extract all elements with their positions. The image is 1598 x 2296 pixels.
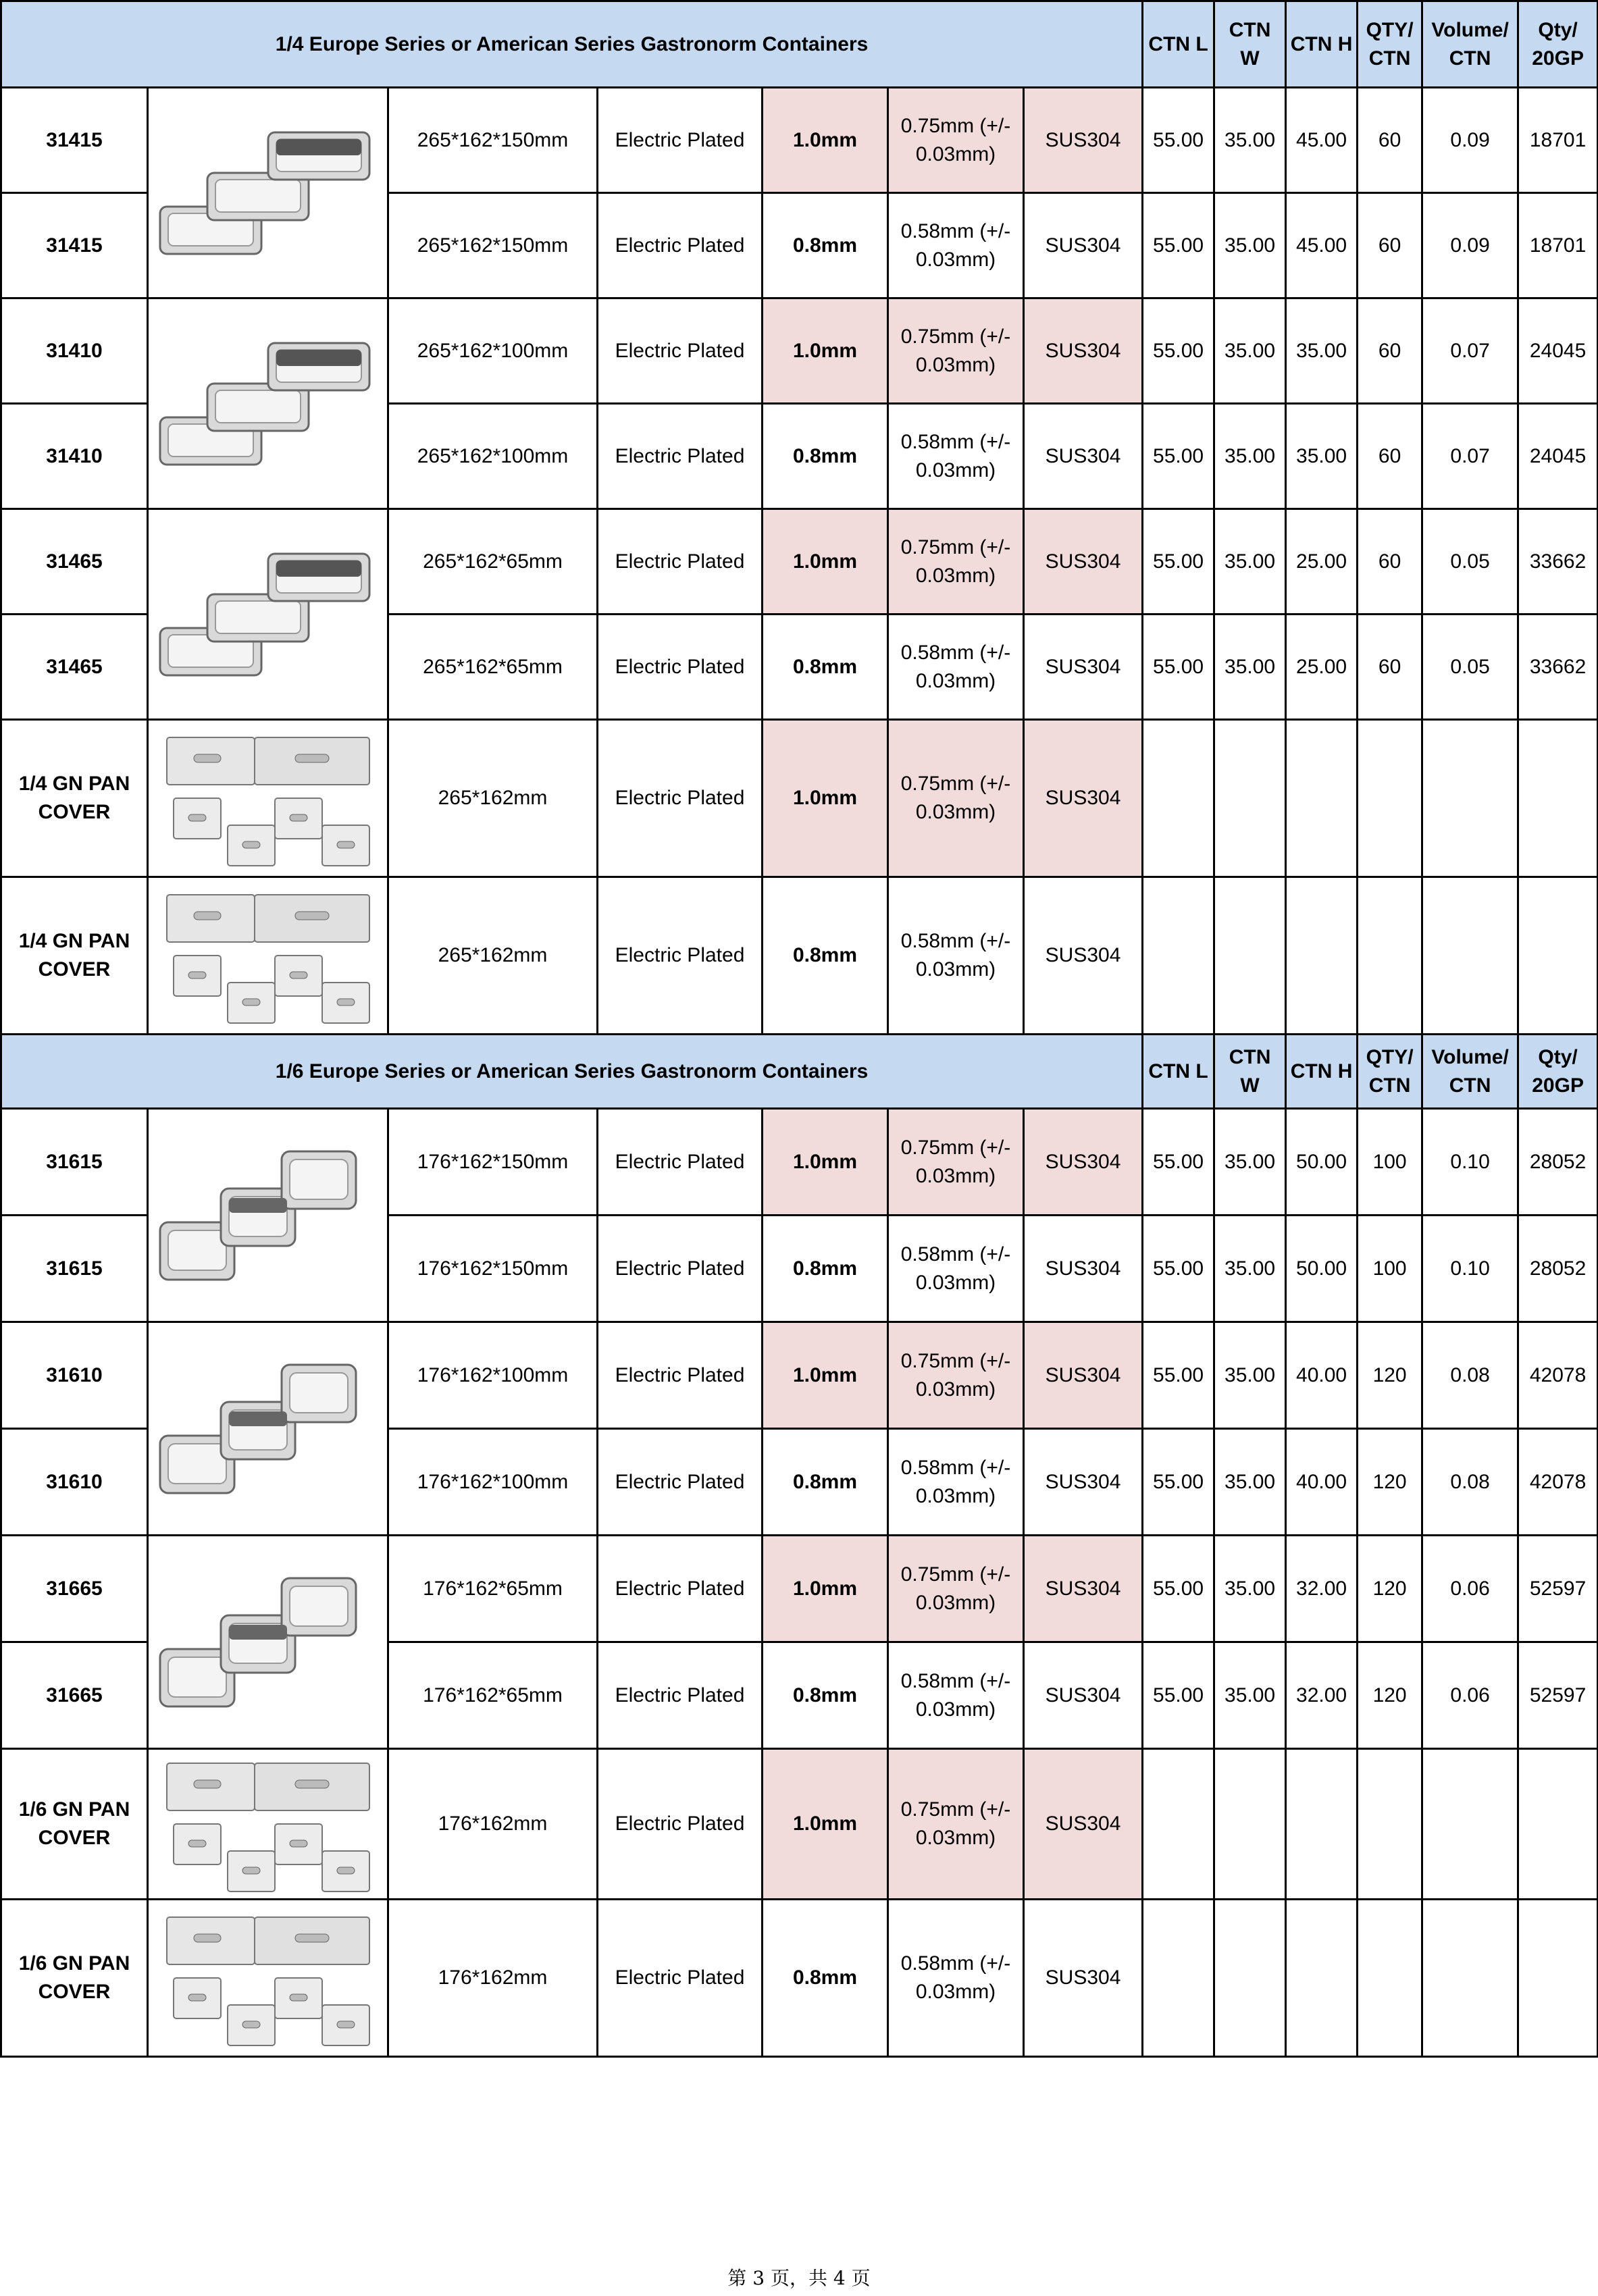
material-cell: SUS304 — [1024, 877, 1143, 1035]
carton-qty-cell: 100 — [1358, 1109, 1422, 1216]
material-cell: SUS304 — [1024, 1216, 1143, 1322]
carton-w-cell — [1214, 877, 1286, 1035]
carton-h-cell — [1286, 877, 1358, 1035]
section-header-row — [1, 1, 1598, 88]
carton-vol-cell: 0.05 — [1422, 509, 1518, 615]
carton-qty-cell: 120 — [1358, 1322, 1422, 1429]
carton-h-cell: 25.00 — [1286, 615, 1358, 720]
carton-w-cell: 35.00 — [1214, 1322, 1286, 1429]
item-code: 1/6 GN PAN COVER — [1, 1749, 148, 1900]
item-code: 31615 — [1, 1216, 148, 1322]
material-cell: SUS304 — [1024, 1322, 1143, 1429]
carton-qty-cell: 60 — [1358, 193, 1422, 298]
gauge-cell: 1.0mm — [763, 1536, 888, 1642]
carton-l-cell: 55.00 — [1143, 404, 1214, 509]
actual-thickness-cell: 0.75mm (+/- 0.03mm) — [888, 509, 1024, 615]
carton-h-cell: 40.00 — [1286, 1322, 1358, 1429]
material-cell: SUS304 — [1024, 720, 1143, 877]
carton-gp-cell — [1518, 877, 1598, 1035]
carton-vol-cell: 0.10 — [1422, 1109, 1518, 1216]
gauge-cell: 1.0mm — [763, 298, 888, 404]
item-code: 31410 — [1, 404, 148, 509]
carton-l-cell: 55.00 — [1143, 1429, 1214, 1536]
material-cell: SUS304 — [1024, 404, 1143, 509]
gauge-cell: 1.0mm — [763, 509, 888, 615]
carton-w-cell: 35.00 — [1214, 1429, 1286, 1536]
carton-vol-cell — [1422, 720, 1518, 877]
carton-l-cell: 55.00 — [1143, 1322, 1214, 1429]
carton-l-cell: 55.00 — [1143, 1109, 1214, 1216]
carton-vol-cell: 0.08 — [1422, 1322, 1518, 1429]
carton-l-cell: 55.00 — [1143, 298, 1214, 404]
size-cell: 265*162*150mm — [388, 88, 598, 193]
carton-vol-cell: 0.05 — [1422, 615, 1518, 720]
carton-vol-cell — [1422, 1900, 1518, 2057]
carton-vol-cell: 0.08 — [1422, 1429, 1518, 1536]
column-header: Volume/ CTN — [1422, 1035, 1518, 1109]
column-header: QTY/ CTN — [1358, 1035, 1422, 1109]
carton-w-cell: 35.00 — [1214, 298, 1286, 404]
gauge-cell: 1.0mm — [763, 1749, 888, 1900]
carton-l-cell: 55.00 — [1143, 88, 1214, 193]
table-row — [1, 877, 1598, 1035]
actual-thickness-cell: 0.75mm (+/- 0.03mm) — [888, 1322, 1024, 1429]
carton-h-cell: 25.00 — [1286, 509, 1358, 615]
finish-cell: Electric Plated — [598, 1536, 763, 1642]
carton-h-cell: 32.00 — [1286, 1536, 1358, 1642]
carton-l-cell — [1143, 877, 1214, 1035]
carton-vol-cell — [1422, 877, 1518, 1035]
product-image — [148, 1536, 388, 1749]
section-title: 1/4 Europe Series or American Series Gastronorm Containers — [1, 1, 1143, 88]
size-cell: 265*162*100mm — [388, 404, 598, 509]
carton-l-cell: 55.00 — [1143, 1642, 1214, 1749]
size-cell: 176*162*100mm — [388, 1322, 598, 1429]
gauge-cell: 0.8mm — [763, 615, 888, 720]
carton-qty-cell: 60 — [1358, 298, 1422, 404]
carton-w-cell: 35.00 — [1214, 1216, 1286, 1322]
product-image — [148, 877, 388, 1035]
finish-cell: Electric Plated — [598, 88, 763, 193]
size-cell: 176*162*150mm — [388, 1216, 598, 1322]
item-code: 31665 — [1, 1642, 148, 1749]
actual-thickness-cell: 0.75mm (+/- 0.03mm) — [888, 88, 1024, 193]
size-cell: 176*162*65mm — [388, 1642, 598, 1749]
gauge-cell: 0.8mm — [763, 1642, 888, 1749]
finish-cell: Electric Plated — [598, 1900, 763, 2057]
material-cell: SUS304 — [1024, 1749, 1143, 1900]
carton-qty-cell — [1358, 877, 1422, 1035]
carton-vol-cell: 0.10 — [1422, 1216, 1518, 1322]
page-footer: 第 3 页，共 4 页 — [727, 2267, 871, 2289]
column-header: CTN W — [1214, 1035, 1286, 1109]
product-image — [148, 720, 388, 877]
carton-h-cell: 45.00 — [1286, 193, 1358, 298]
carton-qty-cell — [1358, 1749, 1422, 1900]
carton-w-cell: 35.00 — [1214, 193, 1286, 298]
carton-vol-cell: 0.07 — [1422, 298, 1518, 404]
carton-qty-cell: 100 — [1358, 1216, 1422, 1322]
carton-h-cell — [1286, 1749, 1358, 1900]
column-header: QTY/ CTN — [1358, 1, 1422, 88]
carton-gp-cell: 18701 — [1518, 88, 1598, 193]
column-header: Qty/ 20GP — [1518, 1035, 1598, 1109]
item-code: 31465 — [1, 615, 148, 720]
carton-vol-cell: 0.09 — [1422, 193, 1518, 298]
item-code: 31665 — [1, 1536, 148, 1642]
column-header: CTN H — [1286, 1035, 1358, 1109]
material-cell: SUS304 — [1024, 193, 1143, 298]
material-cell: SUS304 — [1024, 1900, 1143, 2057]
carton-gp-cell — [1518, 1749, 1598, 1900]
finish-cell: Electric Plated — [598, 1642, 763, 1749]
material-cell: SUS304 — [1024, 509, 1143, 615]
carton-l-cell: 55.00 — [1143, 509, 1214, 615]
actual-thickness-cell: 0.75mm (+/- 0.03mm) — [888, 298, 1024, 404]
size-cell: 265*162*150mm — [388, 193, 598, 298]
carton-qty-cell: 60 — [1358, 404, 1422, 509]
carton-gp-cell — [1518, 720, 1598, 877]
carton-gp-cell: 42078 — [1518, 1429, 1598, 1536]
table-row — [1, 1536, 1598, 1642]
carton-gp-cell: 24045 — [1518, 298, 1598, 404]
carton-gp-cell: 42078 — [1518, 1322, 1598, 1429]
actual-thickness-cell: 0.58mm (+/- 0.03mm) — [888, 193, 1024, 298]
carton-qty-cell: 120 — [1358, 1429, 1422, 1536]
carton-h-cell: 50.00 — [1286, 1216, 1358, 1322]
actual-thickness-cell: 0.58mm (+/- 0.03mm) — [888, 1216, 1024, 1322]
actual-thickness-cell: 0.58mm (+/- 0.03mm) — [888, 1642, 1024, 1749]
item-code: 31415 — [1, 88, 148, 193]
finish-cell: Electric Plated — [598, 1216, 763, 1322]
gauge-cell: 0.8mm — [763, 193, 888, 298]
item-code: 1/4 GN PAN COVER — [1, 877, 148, 1035]
item-code: 1/4 GN PAN COVER — [1, 720, 148, 877]
finish-cell: Electric Plated — [598, 1429, 763, 1536]
carton-qty-cell — [1358, 1900, 1422, 2057]
table-row — [1, 298, 1598, 404]
carton-gp-cell: 52597 — [1518, 1642, 1598, 1749]
product-image — [148, 1109, 388, 1322]
table-row — [1, 1109, 1598, 1216]
carton-qty-cell — [1358, 720, 1422, 877]
product-image — [148, 298, 388, 509]
product-image — [148, 509, 388, 720]
carton-qty-cell: 60 — [1358, 509, 1422, 615]
table-row — [1, 1749, 1598, 1900]
section-header-row — [1, 1035, 1598, 1109]
carton-w-cell — [1214, 1900, 1286, 2057]
carton-vol-cell: 0.07 — [1422, 404, 1518, 509]
carton-gp-cell: 24045 — [1518, 404, 1598, 509]
actual-thickness-cell: 0.58mm (+/- 0.03mm) — [888, 1900, 1024, 2057]
size-cell: 265*162*65mm — [388, 509, 598, 615]
item-code: 31465 — [1, 509, 148, 615]
product-image — [148, 1749, 388, 1900]
table-row — [1, 1900, 1598, 2057]
carton-h-cell: 35.00 — [1286, 298, 1358, 404]
gauge-cell: 0.8mm — [763, 1900, 888, 2057]
product-image — [148, 1322, 388, 1536]
carton-vol-cell: 0.09 — [1422, 88, 1518, 193]
carton-w-cell: 35.00 — [1214, 404, 1286, 509]
carton-l-cell — [1143, 720, 1214, 877]
carton-h-cell: 32.00 — [1286, 1642, 1358, 1749]
carton-h-cell: 35.00 — [1286, 404, 1358, 509]
material-cell: SUS304 — [1024, 1642, 1143, 1749]
table-row — [1, 88, 1598, 193]
size-cell: 176*162*150mm — [388, 1109, 598, 1216]
product-image — [148, 1900, 388, 2057]
material-cell: SUS304 — [1024, 1109, 1143, 1216]
carton-qty-cell: 120 — [1358, 1642, 1422, 1749]
carton-w-cell: 35.00 — [1214, 1642, 1286, 1749]
material-cell: SUS304 — [1024, 1536, 1143, 1642]
carton-h-cell — [1286, 720, 1358, 877]
carton-gp-cell: 28052 — [1518, 1109, 1598, 1216]
finish-cell: Electric Plated — [598, 720, 763, 877]
size-cell: 176*162*100mm — [388, 1429, 598, 1536]
item-code: 31610 — [1, 1429, 148, 1536]
actual-thickness-cell: 0.58mm (+/- 0.03mm) — [888, 404, 1024, 509]
carton-gp-cell: 18701 — [1518, 193, 1598, 298]
finish-cell: Electric Plated — [598, 509, 763, 615]
gauge-cell: 0.8mm — [763, 877, 888, 1035]
size-cell: 265*162mm — [388, 720, 598, 877]
actual-thickness-cell: 0.58mm (+/- 0.03mm) — [888, 615, 1024, 720]
column-header: Volume/ CTN — [1422, 1, 1518, 88]
item-code: 31410 — [1, 298, 148, 404]
size-cell: 265*162mm — [388, 877, 598, 1035]
gauge-cell: 1.0mm — [763, 1322, 888, 1429]
carton-w-cell: 35.00 — [1214, 88, 1286, 193]
gauge-cell: 1.0mm — [763, 720, 888, 877]
carton-h-cell — [1286, 1900, 1358, 2057]
column-header: CTN L — [1143, 1035, 1214, 1109]
carton-w-cell: 35.00 — [1214, 1109, 1286, 1216]
carton-h-cell: 50.00 — [1286, 1109, 1358, 1216]
carton-l-cell: 55.00 — [1143, 1536, 1214, 1642]
carton-l-cell: 55.00 — [1143, 1216, 1214, 1322]
column-header: Qty/ 20GP — [1518, 1, 1598, 88]
carton-vol-cell: 0.06 — [1422, 1642, 1518, 1749]
finish-cell: Electric Plated — [598, 404, 763, 509]
finish-cell: Electric Plated — [598, 1749, 763, 1900]
material-cell: SUS304 — [1024, 298, 1143, 404]
table-row — [1, 720, 1598, 877]
carton-qty-cell: 60 — [1358, 88, 1422, 193]
table-row — [1, 509, 1598, 615]
carton-gp-cell — [1518, 1900, 1598, 2057]
finish-cell: Electric Plated — [598, 877, 763, 1035]
actual-thickness-cell: 0.75mm (+/- 0.03mm) — [888, 720, 1024, 877]
carton-gp-cell: 52597 — [1518, 1536, 1598, 1642]
carton-gp-cell: 28052 — [1518, 1216, 1598, 1322]
carton-w-cell — [1214, 720, 1286, 877]
carton-w-cell: 35.00 — [1214, 615, 1286, 720]
carton-gp-cell: 33662 — [1518, 615, 1598, 720]
carton-vol-cell: 0.06 — [1422, 1536, 1518, 1642]
finish-cell: Electric Plated — [598, 193, 763, 298]
gauge-cell: 1.0mm — [763, 88, 888, 193]
carton-gp-cell: 33662 — [1518, 509, 1598, 615]
actual-thickness-cell: 0.75mm (+/- 0.03mm) — [888, 1749, 1024, 1900]
carton-l-cell: 55.00 — [1143, 615, 1214, 720]
finish-cell: Electric Plated — [598, 615, 763, 720]
finish-cell: Electric Plated — [598, 298, 763, 404]
size-cell: 176*162mm — [388, 1900, 598, 2057]
carton-l-cell — [1143, 1900, 1214, 2057]
carton-qty-cell: 120 — [1358, 1536, 1422, 1642]
finish-cell: Electric Plated — [598, 1109, 763, 1216]
actual-thickness-cell: 0.58mm (+/- 0.03mm) — [888, 1429, 1024, 1536]
actual-thickness-cell: 0.58mm (+/- 0.03mm) — [888, 877, 1024, 1035]
item-code: 1/6 GN PAN COVER — [1, 1900, 148, 2057]
size-cell: 176*162*65mm — [388, 1536, 598, 1642]
carton-qty-cell: 60 — [1358, 615, 1422, 720]
column-header: CTN H — [1286, 1, 1358, 88]
gauge-cell: 0.8mm — [763, 404, 888, 509]
actual-thickness-cell: 0.75mm (+/- 0.03mm) — [888, 1536, 1024, 1642]
carton-l-cell — [1143, 1749, 1214, 1900]
carton-h-cell: 40.00 — [1286, 1429, 1358, 1536]
size-cell: 265*162*100mm — [388, 298, 598, 404]
item-code: 31610 — [1, 1322, 148, 1429]
finish-cell: Electric Plated — [598, 1322, 763, 1429]
size-cell: 176*162mm — [388, 1749, 598, 1900]
carton-w-cell — [1214, 1749, 1286, 1900]
column-header: CTN W — [1214, 1, 1286, 88]
table-row — [1, 1322, 1598, 1429]
material-cell: SUS304 — [1024, 88, 1143, 193]
carton-h-cell: 45.00 — [1286, 88, 1358, 193]
carton-w-cell: 35.00 — [1214, 1536, 1286, 1642]
product-image — [148, 88, 388, 298]
actual-thickness-cell: 0.75mm (+/- 0.03mm) — [888, 1109, 1024, 1216]
size-cell: 265*162*65mm — [388, 615, 598, 720]
carton-l-cell: 55.00 — [1143, 193, 1214, 298]
item-code: 31615 — [1, 1109, 148, 1216]
column-header: CTN L — [1143, 1, 1214, 88]
carton-w-cell: 35.00 — [1214, 509, 1286, 615]
carton-vol-cell — [1422, 1749, 1518, 1900]
gauge-cell: 1.0mm — [763, 1109, 888, 1216]
section-title: 1/6 Europe Series or American Series Gastronorm Containers — [1, 1035, 1143, 1109]
material-cell: SUS304 — [1024, 615, 1143, 720]
gauge-cell: 0.8mm — [763, 1216, 888, 1322]
item-code: 31415 — [1, 193, 148, 298]
material-cell: SUS304 — [1024, 1429, 1143, 1536]
gauge-cell: 0.8mm — [763, 1429, 888, 1536]
